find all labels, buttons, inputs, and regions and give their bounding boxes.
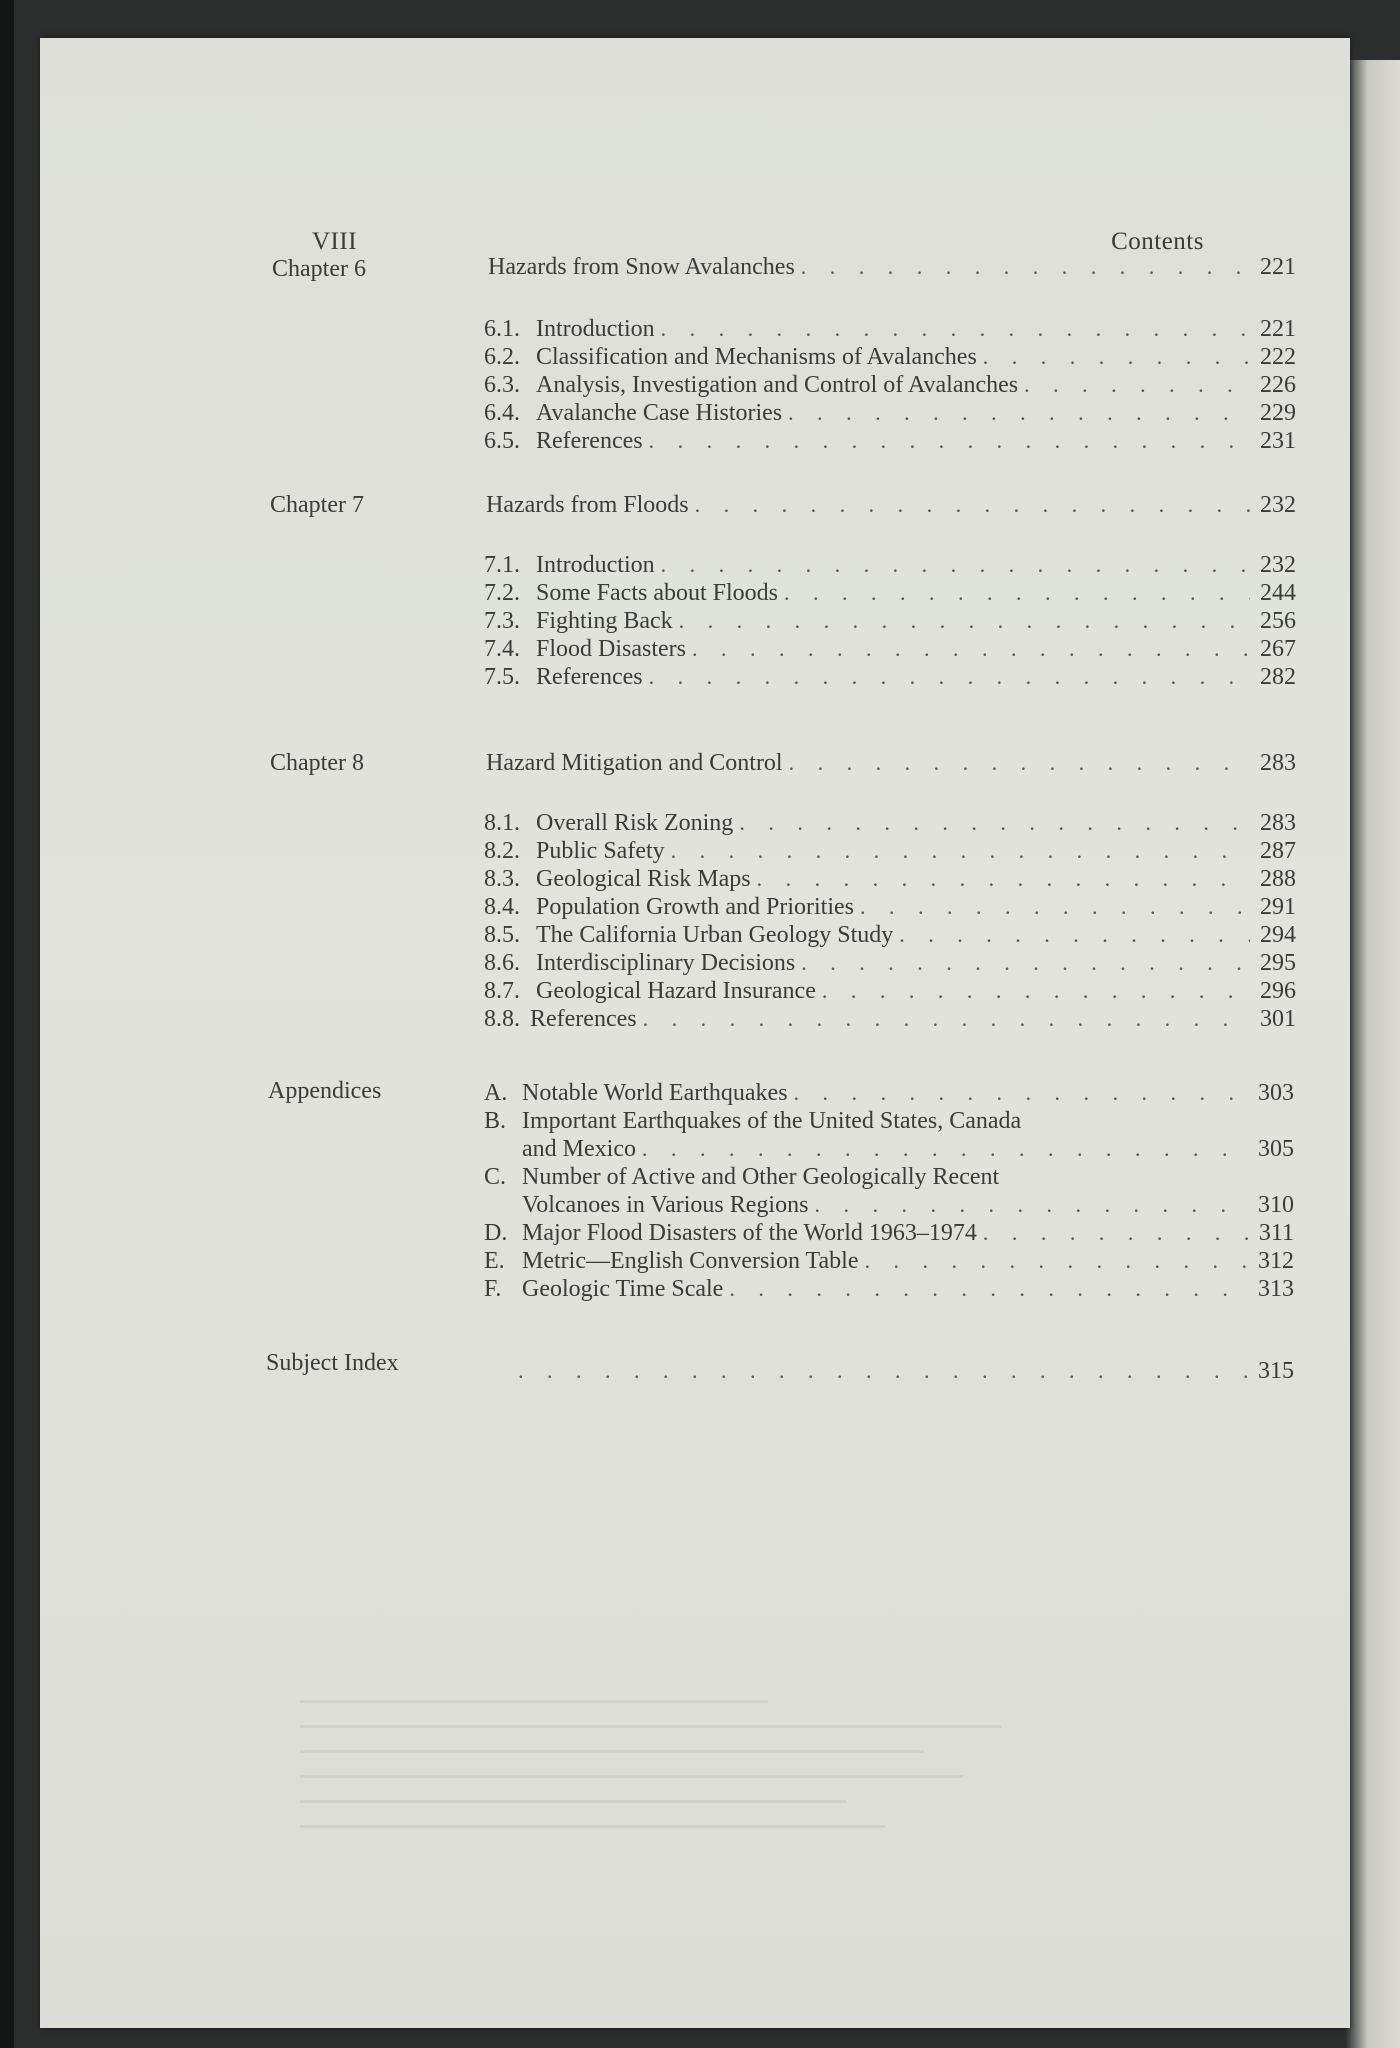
chapter-6-heading: [488, 254, 1296, 281]
appendix-entry: E. Metric—English Conversion Table . . . 312: [484, 1248, 1294, 1275]
appendix-entry-num: B.: [484, 1108, 507, 1134]
appendices-label: Appendices: [268, 1078, 382, 1104]
chapter-7-heading: [486, 492, 1296, 519]
toc-entry: 8.5. The California Urban Geology Study . . . 294: [484, 922, 1296, 949]
chapter-7-label: Chapter 7: [270, 492, 364, 518]
toc-entry: 8.2. Public Safety . . . 287: [484, 838, 1296, 865]
show-through-text: [300, 1678, 1080, 1918]
toc-entry: 7.3. Fighting Back . . . 256: [484, 608, 1296, 635]
running-title: Contents: [1111, 228, 1204, 255]
appendix-entry-line: Number of Active and Other Geologically Recent: [522, 1164, 1000, 1190]
toc-entry: 6.1. Introduction . . . 221: [484, 316, 1296, 343]
toc-entry: 8.4. Population Growth and Priorities . . . 291: [484, 894, 1296, 921]
toc-entry: 6.5. References . . . 231: [484, 428, 1296, 455]
appendix-entry: D. Major Flood Disasters of the World 1963–1974 . . . 311: [484, 1220, 1294, 1247]
toc-entry: 7.2. Some Facts about Floods . . . 244: [484, 580, 1296, 607]
appendix-entry-line: Important Earthquakes of the United States, Canada: [522, 1108, 1022, 1134]
chapter-8-page: 283: [1260, 750, 1296, 776]
page-folio: VIII: [312, 228, 358, 255]
chapter-8-title: Hazard Mitigation and Control: [486, 750, 783, 776]
appendix-entry: A. Notable World Earthquakes . . . 303: [484, 1080, 1294, 1107]
chapter-6-title: Hazards from Snow Avalanches: [488, 254, 795, 280]
chapter-6-label: Chapter 6: [272, 256, 366, 282]
appendix-entry: and Mexico . . . 305: [522, 1136, 1294, 1163]
appendix-entry: Volcanoes in Various Regions . . . 310: [522, 1192, 1294, 1219]
toc-entry: 7.5. References . . . 282: [484, 664, 1296, 691]
toc-entry: 6.3. Analysis, Investigation and Control of Avalanches . . . 226: [484, 372, 1296, 399]
toc-entry: 8.3. Geological Risk Maps . . . 288: [484, 866, 1296, 893]
subject-index-page: 315: [1258, 1358, 1294, 1384]
subject-index-entry: [518, 1358, 1294, 1385]
toc-entry: 6.4. Avalanche Case Histories . . . 229: [484, 400, 1296, 427]
toc-entry: 7.4. Flood Disasters . . . 267: [484, 636, 1296, 663]
toc-entry: 8.7. Geological Hazard Insurance . . . 296: [484, 978, 1296, 1005]
chapter-8-label: Chapter 8: [270, 750, 364, 776]
subject-index-label: Subject Index: [266, 1350, 399, 1376]
chapter-6-page: 221: [1260, 254, 1296, 280]
toc-entry: 7.1. Introduction . . . 232: [484, 552, 1296, 579]
toc-entry: 8.1. Overall Risk Zoning . . . 283: [484, 810, 1296, 837]
chapter-7-title: Hazards from Floods: [486, 492, 689, 518]
appendix-entry: F. Geologic Time Scale . . . 313: [484, 1276, 1294, 1303]
toc-entry: 6.2. Classification and Mechanisms of Avalanches . . . 222: [484, 344, 1296, 371]
appendix-entry-num: C.: [484, 1164, 507, 1190]
book-cover-edge: [0, 0, 14, 2048]
toc-entry: 8.6. Interdisciplinary Decisions . . . 295: [484, 950, 1296, 977]
book-page: [40, 38, 1350, 2028]
chapter-7-page: 232: [1260, 492, 1296, 518]
chapter-8-heading: [486, 750, 1296, 777]
toc-entry: 8.8. References . . . 301: [484, 1006, 1296, 1033]
next-page-edge: [1346, 60, 1400, 2048]
